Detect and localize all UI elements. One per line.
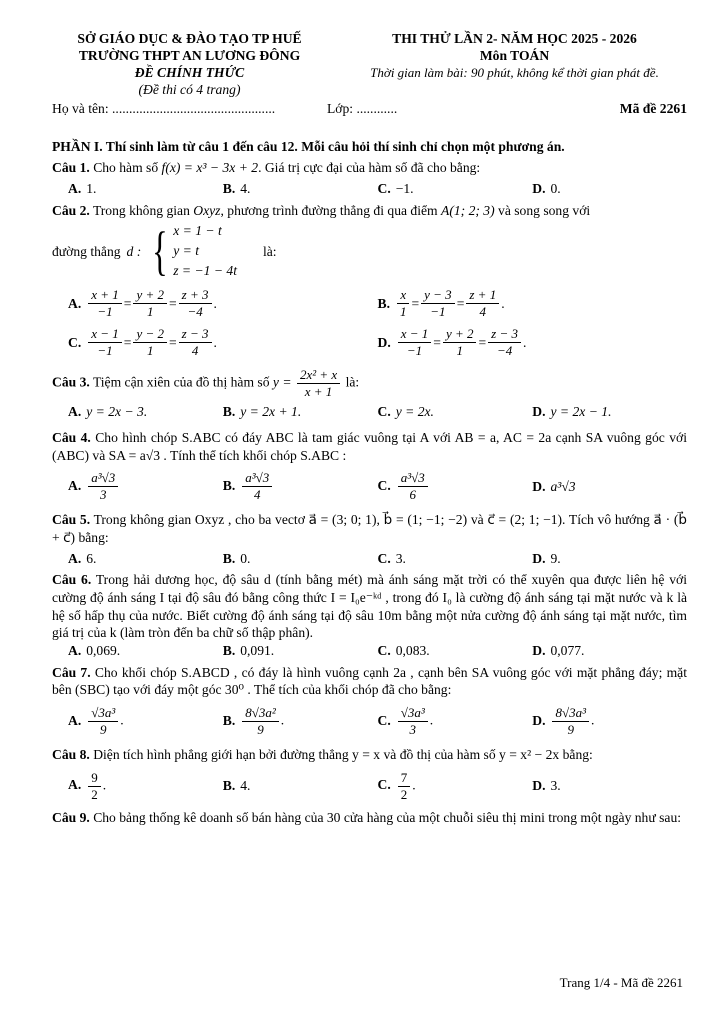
- school-name: TRƯỜNG THPT AN LƯƠNG ĐÔNG: [78, 48, 301, 63]
- exam-code: Mã đề 2261: [619, 101, 687, 116]
- page-footer: Trang 1/4 - Mã đề 2261: [559, 975, 683, 990]
- option-c[interactable]: C. $\frac{\text{√3a³}}{3}$ .: [377, 705, 434, 738]
- q3-options: [52, 403, 687, 421]
- option-a[interactable]: A. $\frac{\text{√3a³}}{9}$ .: [68, 705, 124, 738]
- question-3: Câu 3. Tiệm cận xiên của đồ thị hàm số y = $\frac{\text{2x² + x}}{x + 1}$ là:: [52, 367, 360, 400]
- question-1: [52, 159, 687, 177]
- question-number: Câu 6.: [52, 572, 92, 588]
- question-6: Câu 6. Trong hải dương học, độ sâu d (tính bằng mét) mà ánh sáng mặt trời có thể xuyên qua được liên hệ với cường độ ánh sáng I tại độ sâu đó bằng công thức I = I₀e⁻ᵏᵈ , trong đó I₀ là cường độ ánh sáng tại mặt nước và k là hệ số hấp thụ của nước. Biết cường độ ánh sáng tại độ sâu 10m bằng một nửa cường độ ánh sáng tại mặt nước, tìm giá trị của k (làm tròn đến ba chữ số thập phân).: [52, 572, 687, 641]
- option-d[interactable]: D. a³√3: [532, 479, 576, 495]
- section-1-heading: PHẦN I. Thí sinh làm từ câu 1 đến câu 12. Mỗi câu hỏi thí sinh chỉ chọn một phương án.: [52, 138, 565, 154]
- page-count: (Đề thi có 4 trang): [138, 82, 241, 97]
- option-d[interactable]: D. y = 2x − 1.: [532, 404, 612, 420]
- question-number: Câu 4.: [52, 430, 91, 446]
- exam-title: THI THỬ LẦN 2- NĂM HỌC 2025 - 2026: [392, 31, 637, 46]
- question-9: Câu 9. Cho bảng thống kê doanh số bán hàng của 30 cửa hàng của một chuỗi siêu thị mini trong một ngày như sau:: [52, 809, 682, 825]
- q8-options: [52, 770, 687, 803]
- option-c[interactable]: C. $\frac{x - 1}{-1}$ = $\frac{y - 2}{1}$ = $\frac{z - 3}{4}$ .: [68, 326, 217, 359]
- option-b[interactable]: B. 4.: [222, 778, 251, 794]
- option-d[interactable]: D. $\frac{\text{8√3a³}}{9}$ .: [532, 705, 595, 738]
- question-number: Câu 5.: [52, 512, 91, 528]
- question-number: Câu 1.: [52, 160, 90, 176]
- option-a[interactable]: A. $\frac{9}{2}$ .: [68, 769, 107, 802]
- subject-name: Môn TOÁN: [479, 48, 550, 63]
- question-7: Câu 7. Cho khối chóp S.ABCD , có đáy là hình vuông cạnh 2a , cạnh bên SA vuông góc với mặt phẳng đáy; mặt bên (SBC) tạo với đáy một góc 30⁰ . Thể tích của khối chóp đã cho bằng:: [52, 664, 687, 698]
- q1-options: [52, 180, 687, 198]
- option-b[interactable]: B. 0,091.: [222, 643, 275, 659]
- option-a[interactable]: A. 0,069.: [68, 643, 121, 659]
- department-name: SỞ GIÁO DỤC & ĐÀO TẠO TP HUẾ: [77, 31, 302, 46]
- header-left: [52, 30, 327, 98]
- option-d[interactable]: D. 3.: [532, 778, 561, 794]
- option-a[interactable]: A. 6.: [68, 550, 97, 566]
- question-number: Câu 8.: [52, 747, 90, 763]
- question-4: Câu 4. Cho hình chóp S.ABC có đáy ABC là tam giác vuông tại A với AB = a, AC = 2a cạnh SA vuông góc với (ABC) và SA = a√3 . Tính thể tích khối chóp S.ABC :: [52, 430, 687, 463]
- option-b[interactable]: B. $\frac{\text{a³√3}}{4}$: [223, 470, 378, 503]
- question-5: Câu 5. Trong không gian Oxyz , cho ba vectơ a⃗ = (3; 0; 1), b⃗ = (1; −1; −2) và c⃗ = (2; 1; −1). Tích vô hướng a⃗ · (b⃗ + c⃗) bằng:: [52, 512, 687, 546]
- question-number: Câu 3.: [52, 374, 90, 390]
- q5-options: [52, 550, 687, 568]
- q7-options: [52, 705, 687, 738]
- q2-options-row2: [52, 326, 687, 359]
- option-c[interactable]: C. −1.: [377, 181, 414, 197]
- option-b[interactable]: B. 0.: [222, 550, 251, 566]
- option-d[interactable]: D. 0,077.: [532, 643, 585, 659]
- question-8: Câu 8. Diện tích hình phẳng giới hạn bởi đường thẳng y = x và đồ thị của hàm số y = x² − 2x bằng:: [52, 747, 593, 763]
- q2-options-row1: [52, 287, 687, 320]
- time-allowed: Thời gian làm bài: 90 phút, không kể thời gian phát đề.: [370, 65, 659, 80]
- q2-line-system: đường thẳng d : { x = 1 − t y = t z = −1 − 4t là:: [52, 221, 277, 282]
- question-text: . Giá trị cực đại của hàm số đã cho bằng:: [258, 160, 481, 176]
- option-c[interactable]: C. $\frac{\text{a³√3}}{6}$: [378, 470, 533, 503]
- question-number: Câu 7.: [52, 664, 91, 680]
- option-a[interactable]: A. $\frac{x + 1}{-1}$ = $\frac{y + 2}{1}$ = $\frac{z + 3}{-4}$ .: [68, 287, 217, 320]
- function-formula: f(x) = x³ − 3x + 2: [161, 160, 259, 176]
- exam-header: [52, 30, 687, 98]
- q6-options: [52, 642, 687, 660]
- option-d[interactable]: D. 0.: [532, 181, 561, 197]
- q4-options: [52, 470, 687, 503]
- option-a[interactable]: A. 1.: [68, 181, 97, 197]
- question-number: Câu 2.: [52, 202, 90, 218]
- option-b[interactable]: B. $\frac{x}{1}$ = $\frac{y - 3}{-1}$ = $\frac{z + 1}{4}$ .: [377, 287, 505, 320]
- option-d[interactable]: D. 9.: [532, 550, 561, 566]
- option-a[interactable]: A. $\frac{\text{a³√3}}{3}$: [68, 470, 223, 503]
- option-b[interactable]: B. 4.: [222, 181, 251, 197]
- student-name-field: Họ và tên: ................................................: [52, 101, 276, 116]
- option-c[interactable]: C. $\frac{7}{2}$ .: [377, 769, 416, 802]
- question-2: Câu 2. Trong không gian Oxyz, phương trình đường thẳng đi qua điểm A(1; 2; 3) và song song với: [52, 202, 591, 218]
- equation-system: { x = 1 − t y = t z = −1 − 4t: [152, 221, 237, 282]
- student-class-field: Lớp: ............: [327, 101, 398, 116]
- student-info-row: [52, 100, 687, 118]
- option-b[interactable]: B. $\frac{\text{8√3a²}}{9}$ .: [222, 705, 285, 738]
- option-c[interactable]: C. y = 2x.: [377, 404, 434, 420]
- option-b[interactable]: B. y = 2x + 1.: [222, 404, 302, 420]
- question-number: Câu 9.: [52, 809, 90, 825]
- question-text: Cho hàm số: [93, 160, 159, 176]
- header-right: [342, 30, 687, 98]
- option-c[interactable]: C. 0,083.: [377, 643, 430, 659]
- option-a[interactable]: A. y = 2x − 3.: [68, 404, 148, 420]
- option-c[interactable]: C. 3.: [377, 550, 406, 566]
- official-label: ĐỀ CHÍNH THỨC: [134, 65, 245, 80]
- option-d[interactable]: D. $\frac{x - 1}{-1}$ = $\frac{y + 2}{1}$ = $\frac{z - 3}{-4}$ .: [377, 326, 527, 359]
